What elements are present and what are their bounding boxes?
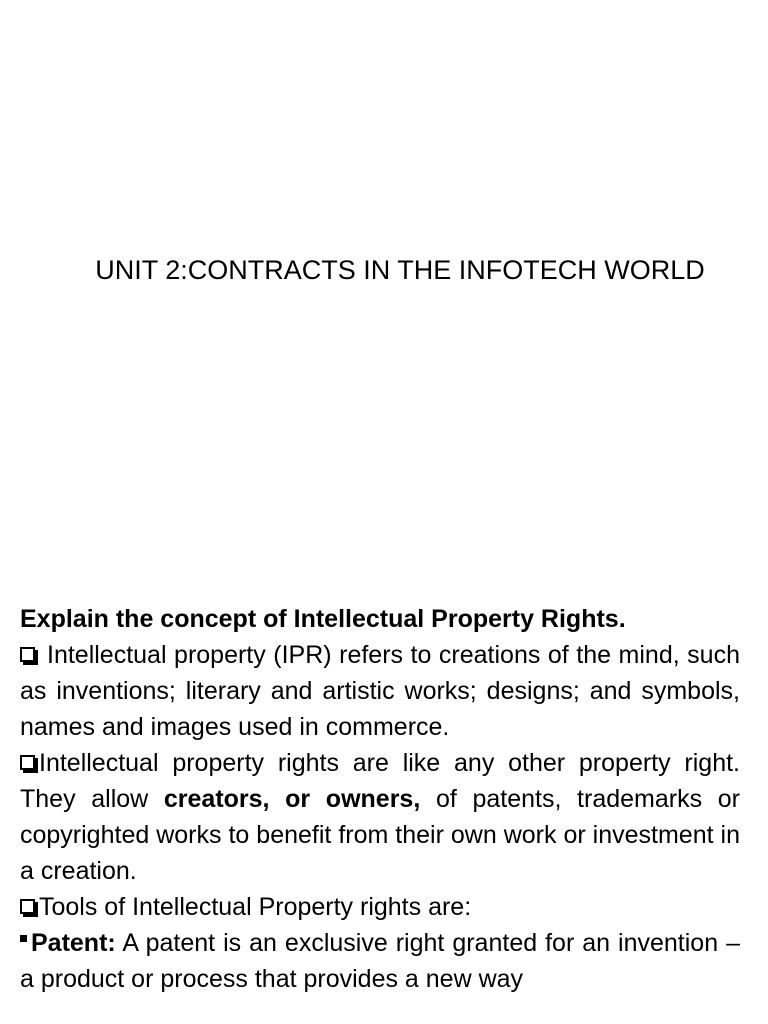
list-item <box>20 745 740 889</box>
checkbox-bullet-icon <box>20 755 35 770</box>
slide-body <box>20 601 740 997</box>
square-bullet-icon <box>20 935 27 942</box>
checkbox-bullet-icon <box>20 647 35 662</box>
question-heading: Explain the concept of Intellectual Property Rights. <box>20 605 626 633</box>
sub-list-item <box>20 925 740 997</box>
list-item-text: of patents, trademarks or copyrighted works to benefit from their own work or investment in a creation. <box>20 785 740 885</box>
slide-title: UNIT 2:CONTRACTS IN THE INFOTECH WORLD <box>95 255 705 285</box>
sub-list-item-text: A patent is an exclusive right granted for an invention – a product or process that provides a new way <box>20 929 740 993</box>
checkbox-bullet-icon <box>20 899 35 914</box>
list-item <box>20 889 740 925</box>
sub-list-item-label: Patent: <box>31 929 116 957</box>
list-item-text: Intellectual property rights are like any other property right. They allow <box>20 749 740 813</box>
list-item-text: Tools of Intellectual Property rights are: <box>39 893 472 921</box>
list-item-text: Intellectual property (IPR) refers to creations of the mind, such as inventions; literary and artistic works; designs; and symbols, names and images used in commerce. <box>20 641 740 741</box>
list-item <box>20 637 740 745</box>
list-item-emphasis: creators, or owners, <box>163 785 421 813</box>
